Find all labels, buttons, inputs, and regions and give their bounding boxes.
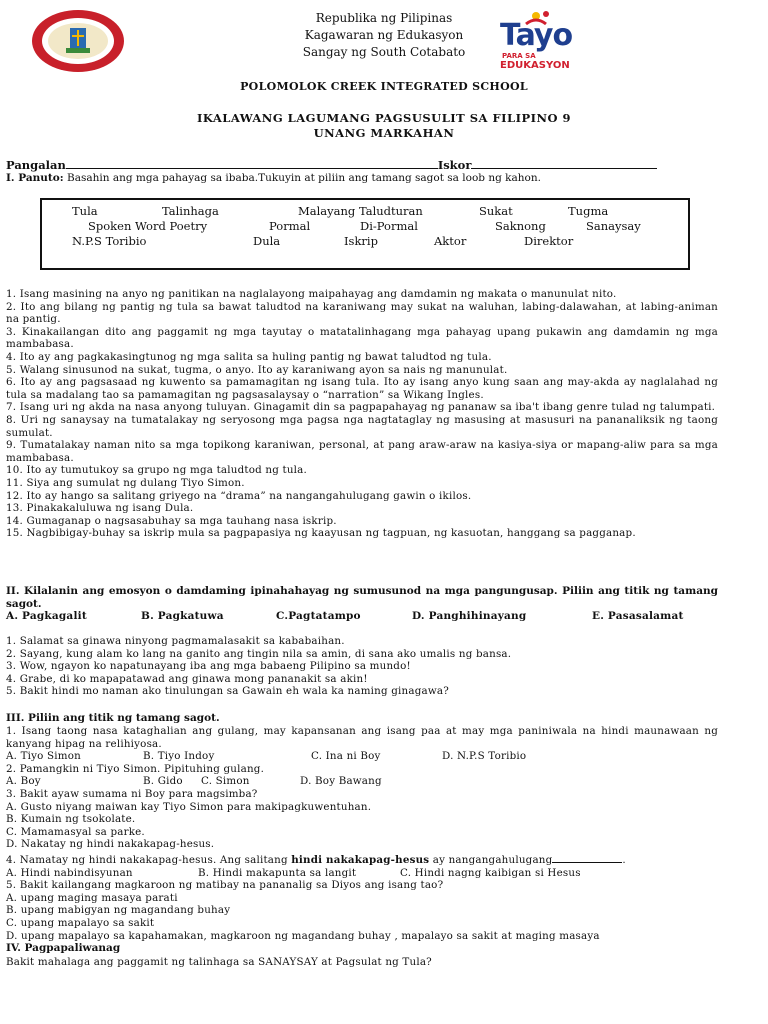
word-bank-item: Tugma [568, 204, 609, 218]
list-item: 1. Salamat sa ginawa ninyong pagmamalasakit sa kababaihan. [6, 635, 345, 647]
list-item: 13. Pinakakaluluwa ng isang Dula. [6, 502, 194, 515]
choice-label: B. Pagkatuwa [141, 610, 224, 622]
part1-label: I. Panuto: [6, 172, 64, 184]
tayo-logo-para-sa: PARA SA [502, 52, 536, 60]
tayo-logo [496, 10, 596, 72]
word-bank-item: Pormal [269, 219, 311, 233]
word-bank-item: N.P.S Toribio [72, 234, 147, 248]
choice-label: C.Pagtatampo [276, 610, 361, 622]
list-item: 9. Tumatalakay naman nito sa mga topikong karaniwan, personal, at pang araw-araw na kasiya-siya or mapang-aliw para sa mga mambabasa. [6, 439, 718, 464]
choice-label: D. N.P.S Toribio [442, 750, 527, 763]
list-item: 10. Ito ay tumutukoy sa grupo ng mga taludtod ng tula. [6, 464, 307, 477]
choice-label: A. Hindi nabindisyunan [6, 866, 133, 879]
part2-instruction: II. Kilalanin ang emosyon o damdaming ipinahahayag ng sumusunod na mga pangungusap. Piliin ang titik ng tamang sagot. [6, 585, 718, 610]
question-4-text: 4. Namatay ng hindi nakakapag-hesus. Ang salitang [6, 853, 292, 866]
list-item: 4. Ito ay ang pagkakasingtunog ng mga salita sa huling pantig ng bawat taludtod ng tula. [6, 350, 492, 363]
choice-label: D. Boy Bawang [300, 775, 382, 788]
school-name: POLOMOLOK CREEK INTEGRATED SCHOOL [240, 80, 528, 93]
list-item: 2. Ito ang bilang ng pantig ng tula sa bawat taludtod na karaniwang may sukat na waluhan, labing-dalawahan, at labing-animan na pantig. [6, 300, 718, 326]
choice-label: A. upang maging masaya parati [6, 891, 178, 904]
choice-label: A. Gusto niyang maiwan kay Tiyo Simon para makipagkuwentuhan. [6, 800, 372, 813]
word-bank-item: Sukat [479, 204, 513, 218]
question-2-choices [6, 775, 718, 788]
list-item: 11. Siya ang sumulat ng dulang Tiyo Simon. [6, 476, 245, 489]
choice-label: D. Nakatay ng hindi nakakapag-hesus. [6, 838, 215, 851]
choice-label: A. Tiyo Simon [6, 750, 81, 763]
word-bank-item: Sanaysay [586, 219, 641, 233]
choice-label: B. upang mabigyan ng magandang buhay [6, 904, 231, 917]
choice-label: C. Hindi nagng kaibigan si Hesus [400, 866, 581, 879]
choice-label: B. Tiyo Indoy [143, 750, 215, 763]
choice-label: A. Pagkagalit [6, 610, 87, 622]
choice-label: D. upang mapalayo sa kapahamakan, magkaroon ng magandang buhay , mapalayo sa sakit at maging masaya [6, 929, 600, 942]
part3-items [6, 725, 718, 942]
choice-label: C. Ina ni Boy [311, 750, 381, 763]
word-bank-item: Direktor [524, 234, 574, 248]
part2-choices [6, 610, 718, 623]
word-bank-box [40, 198, 690, 270]
choice-label: B. Kumain ng tsokolate. [6, 813, 136, 826]
part1-instruction [6, 172, 541, 184]
question-1-choices [6, 750, 718, 763]
name-label: Pangalan [6, 158, 66, 172]
choice-label: C. Mamamasyal sa parke. [6, 825, 145, 838]
part4-instruction: IV. Pagpapaliwanag [6, 942, 121, 954]
tayo-logo-edukasyon: EDUKASYON [500, 60, 570, 71]
header [0, 10, 768, 61]
list-item: 5. Walang sinusunod na sukat, tugma, o anyo. Ito ay karaniwang ayon sa nais ng manunulat. [6, 363, 508, 376]
word-bank-item: Saknong [495, 219, 546, 233]
list-item: 3. Kinakailangan dito ang paggamit ng mga tayutay o matatalinhagang mga pahayag upang pukawin ang damdamin ng mga mambabasa. [6, 325, 718, 351]
choice-label: E. Pasasalamat [592, 610, 684, 622]
question-2: 2. Pamangkin ni Tiyo Simon. Pipituhing gulang. [6, 762, 265, 775]
name-field[interactable] [66, 157, 438, 169]
score-label: Iskor [437, 158, 472, 172]
question-4-choices [6, 867, 718, 880]
question-1: 1. Isang taong nasa kataghalian ang gulang, may kapansanan ang isang paa at may mga paniniwala na hindi maunawaan ng kanyang hipag na relihiyosa. [6, 725, 718, 750]
choice-label: A. Boy [6, 775, 41, 788]
choice-label: D. Panghihinayang [412, 610, 527, 622]
word-bank-item: Malayang Taludturan [298, 204, 423, 218]
list-item: 1. Isang masining na anyo ng panitikan na naglalayong maipahayag ang damdamin ng makata o manunulat nito. [6, 288, 617, 300]
choice-label: B. Gido [143, 775, 183, 788]
header-department: Kagawaran ng Edukasyon [304, 28, 464, 42]
tayo-logo-word: Tayo [500, 18, 573, 53]
question-4-text-end: ay nangangahulugang [429, 853, 553, 866]
list-item: 8. Uri ng sanaysay na tumatalakay ng seryosong mga pagsa nga nagtataglay ng masusing at masusuri na pananaliksik ng taong sumulat. [6, 413, 718, 439]
list-item: 6. Ito ay ang pagsasaad ng kuwento sa pamamagitan ng isang tula. Ito ay isang anyo kung saan ang may-akda ay naglalahad ng tula sa madalang tao sa pamamagitan ng pagsasalaysay o “narration” sa Wikang Ingles. [6, 376, 718, 401]
part2-items [6, 635, 718, 698]
word-bank-item: Spoken Word Poetry [88, 219, 208, 233]
score-field[interactable] [471, 157, 657, 169]
list-item: 3. Wow, ngayon ko napatunayang iba ang mga babaeng Pilipino sa mundo! [6, 660, 411, 673]
question-4-blank[interactable] [552, 851, 622, 863]
question-5: 5. Bakit kailangang magkaroon ng matibay na pananalig sa Diyos ang isang tao? [6, 879, 444, 892]
choice-label: C. upang mapalayo sa sakit [6, 916, 155, 929]
question-4-period: . [622, 853, 626, 866]
list-item: 7. Isang uri ng akda na nasa anyong tuluyan. Ginagamit din sa pagpapahayag ng pananaw sa iba't ibang genre tulad ng talumpati. [6, 401, 716, 414]
part1-items [6, 288, 718, 540]
exam-quarter: UNANG MARKAHAN [313, 126, 455, 140]
list-item: 15. Nagbibigay-buhay sa iskrip mula sa pagpapasiya ng kaayusan ng tagpuan, ng kasuotan, hanggang sa pagganap. [6, 527, 636, 540]
list-item: 4. Grabe, di ko mapapatawad ang ginawa mong pananakit sa akin! [6, 672, 368, 685]
name-score-line [6, 157, 657, 172]
part3-instruction: III. Piliin ang titik ng tamang sagot. [6, 712, 220, 724]
header-republic: Republika ng Pilipinas [315, 11, 453, 25]
question-3: 3. Bakit ayaw sumama ni Boy para magsimba? [6, 787, 258, 800]
word-bank-item: Iskrip [344, 234, 378, 248]
word-bank-item: Talinhaga [162, 204, 219, 218]
word-bank-item: Dula [253, 234, 281, 248]
header-division: Sangay ng South Cotabato [302, 45, 466, 59]
part1-instruction-text: Basahin ang mga pahayag sa ibaba.Tukuyin at piliin ang tamang sagot sa loob ng kahon. [66, 172, 541, 184]
choice-label: C. Simon [201, 775, 250, 788]
exam-title: IKALAWANG LAGUMANG PAGSUSULIT SA FILIPINO 9 [196, 111, 572, 125]
list-item: 2. Sayang, kung alam ko lang na ganito ang tingin nila sa amin, di sana ako umalis ng bansa. [6, 647, 512, 660]
word-bank-item: Tula [72, 204, 98, 218]
choice-label: B. Hindi makapunta sa langit [198, 866, 357, 879]
part4-question: Bakit mahalaga ang paggamit ng talinhaga sa SANAYSAY at Pagsulat ng Tula? [6, 956, 432, 968]
question-4 [6, 851, 718, 867]
word-bank-item: Aktor [434, 234, 467, 248]
question-4-term: hindi nakakapag-hesus [291, 853, 430, 866]
list-item: 12. Ito ay hango sa salitang griyego na “drama” na nangangahulugang gawin o ikilos. [6, 489, 472, 502]
list-item: 5. Bakit hindi mo naman ako tinulungan sa Gawain eh wala ka naming ginagawa? [6, 685, 449, 698]
word-bank-item: Di-Pormal [360, 219, 418, 233]
list-item: 14. Gumaganap o nagsasabuhay sa mga tauhang nasa iskrip. [6, 514, 337, 527]
